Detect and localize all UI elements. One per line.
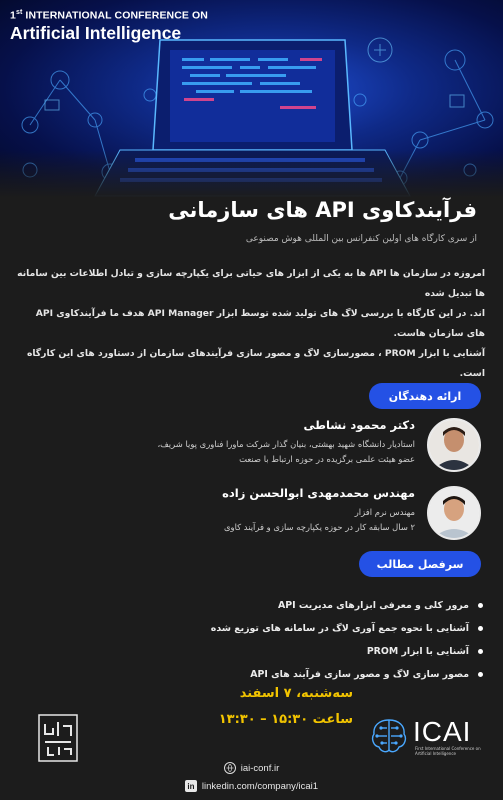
website-link[interactable] — [0, 762, 503, 774]
event-time: ساعت ۱۵:۳۰ – ۱۳:۳۰ — [218, 712, 353, 727]
presenters-heading: ارائه دهندگان — [369, 383, 481, 409]
presenter-description — [35, 505, 415, 535]
hero-banner — [0, 0, 503, 198]
event-date: سه‌شنبه، ۷ اسفند — [239, 686, 353, 701]
presenter-name: مهندس محمدمهدی ابوالحسن زاده — [222, 486, 415, 500]
topic-item: مصور سازی لاگ و مصور سازی فرآیند های API — [23, 663, 483, 686]
linkedin-url: linkedin.com/company/icai1 — [201, 780, 319, 792]
presenter-photo — [427, 418, 481, 472]
icai-logo — [367, 712, 487, 762]
icai-tagline: First International Conference on Artificial Intelligence — [415, 746, 481, 756]
presenter-description — [35, 437, 415, 467]
hero-fade — [0, 150, 503, 198]
presenter-desc-line: ۲ سال سابقه کار در حوزه یکپارچه سازی و فرآیند کاوی — [224, 522, 415, 532]
website-url: iai-conf.ir — [240, 762, 280, 774]
icai-wordmark: ICAI — [413, 716, 472, 747]
presenter-card — [11, 418, 481, 478]
presenter-desc-line: عضو هیئت علمی برگزیده در حوزه ارتباط با صنعت — [239, 454, 415, 464]
linkedin-icon: in — [185, 780, 197, 792]
topic-item: آشنایی با نحوه جمع آوری لاگ در سامانه های توزیع شده — [23, 617, 483, 640]
topic-item: مرور کلی و معرفی ابزارهای مدیریت API — [23, 594, 483, 617]
topics-heading: سرفصل مطالب — [359, 551, 481, 577]
presenter-desc-line: استادیار دانشگاه شهید بهشتی، بنیان گذار شرکت ماورا فناوری پویا شریف، — [157, 439, 415, 449]
linkedin-link[interactable] — [0, 780, 503, 792]
presenter-desc-line: مهندس نرم افزار — [354, 507, 415, 517]
topics-list — [23, 594, 483, 686]
workshop-subtitle: از سری کارگاه های اولین کنفرانس بین المللی هوش مصنوعی — [245, 234, 477, 244]
conference-title — [10, 9, 208, 44]
intro-line-2: اند. در این کارگاه با بررسی لاگ های تولید شده توسط ابزار API Manager هدف ما فرآیندکاوی API های سازمان هاست. — [35, 308, 485, 339]
presenter-photo — [427, 486, 481, 540]
presenter-card — [11, 486, 481, 546]
workshop-intro — [15, 264, 485, 384]
university-logo — [38, 714, 78, 762]
intro-line-3: آشنایی با ابزار PROM ، مصورسازی لاگ و مصور سازی فرآیندهای سازمان از دستاورد های این کارگاه است. — [26, 348, 485, 379]
brain-circuit-icon — [367, 714, 411, 758]
topic-item: آشنایی با ابزار PROM — [23, 640, 483, 663]
workshop-title: فرآیندکاوی API های سازمانی — [168, 198, 477, 222]
conference-name-line2: Artificial Intelligence — [10, 22, 182, 43]
conference-name-line1: 1st INTERNATIONAL CONFERENCE ON — [10, 9, 208, 22]
intro-line-1: امروزه در سازمان ها API ها به یکی از ابزار های حیاتی برای یکپارچه سازی و تبادل اطلاعات بین سامانه ها تبدیل شده — [17, 268, 485, 299]
globe-icon — [224, 762, 236, 774]
presenter-name: دکتر محمود نشاطی — [303, 418, 415, 432]
